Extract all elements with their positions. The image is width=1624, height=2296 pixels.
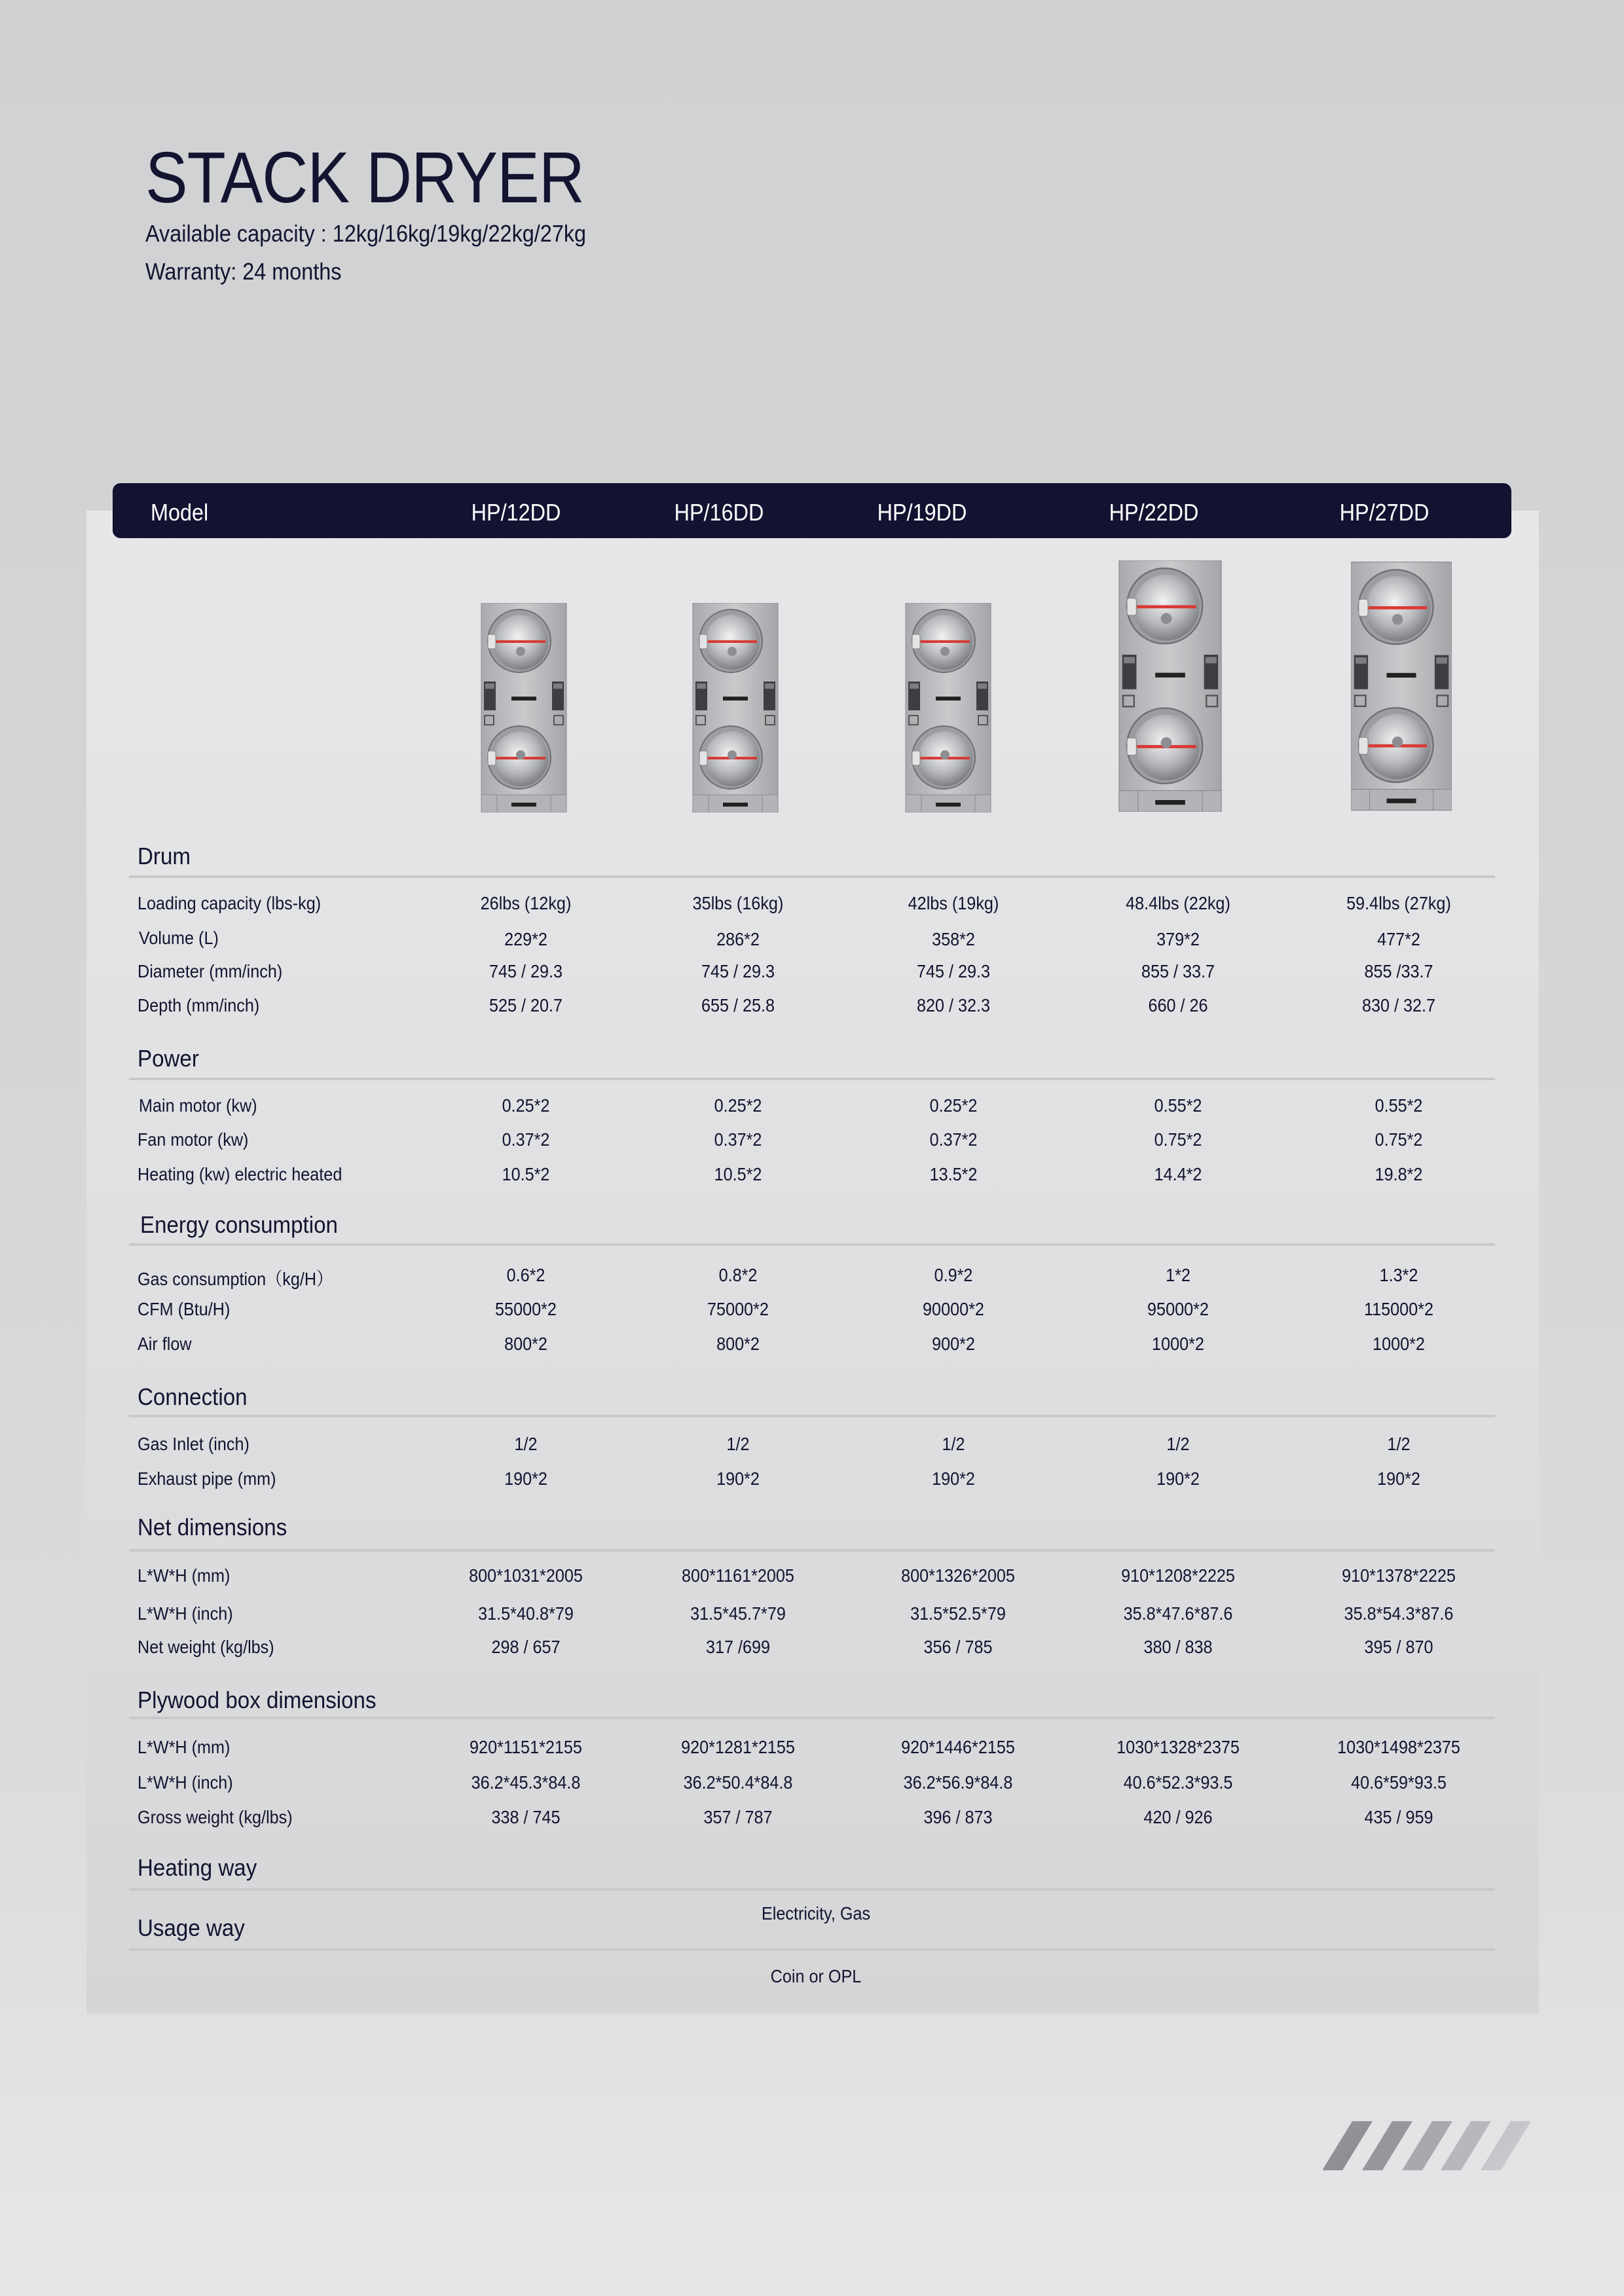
cell: 36.2*50.4*84.8	[683, 1772, 793, 1793]
cell: 800*1031*2005	[469, 1565, 583, 1586]
section-title-usage-way: Usage way	[138, 1914, 245, 1941]
cell: 42lbs (19kg)	[908, 893, 999, 913]
cell: 800*2	[504, 1334, 547, 1354]
cell: 1030*1498*2375	[1337, 1737, 1460, 1757]
section-title-plywood-box-dimensions: Plywood box dimensions	[138, 1686, 377, 1713]
cell: 525 / 20.7	[489, 995, 563, 1015]
row-label: L*W*H (mm)	[138, 1737, 231, 1757]
heating-way-value: Electricity, Gas	[761, 1903, 871, 1923]
cell: 820 / 32.3	[916, 995, 991, 1015]
cell: 745 / 29.3	[489, 961, 563, 981]
cell: 395 / 870	[1364, 1637, 1433, 1657]
cell: 35.8*54.3*87.6	[1344, 1603, 1454, 1624]
section-title-net-dimensions: Net dimensions	[138, 1514, 287, 1540]
section-title-connection: Connection	[138, 1383, 248, 1410]
cell: 800*1326*2005	[901, 1565, 1015, 1586]
cell: 745 / 29.3	[916, 961, 991, 981]
cell: 910*1378*2225	[1342, 1565, 1456, 1586]
cell: 830 / 32.7	[1361, 995, 1436, 1015]
row-label: CFM (Btu/H)	[138, 1299, 231, 1319]
cell: 396 / 873	[923, 1807, 993, 1827]
stack-dryer-image-hp-19dd	[905, 603, 991, 812]
cell: 660 / 26	[1148, 995, 1208, 1015]
cell: 26lbs (12kg)	[480, 893, 572, 913]
cell: 0.75*2	[1375, 1129, 1423, 1150]
stack-dryer-image-hp-16dd	[692, 603, 779, 812]
row-label: Depth (mm/inch)	[138, 995, 260, 1015]
cell: 0.55*2	[1375, 1095, 1423, 1116]
cell: 0.55*2	[1154, 1095, 1202, 1116]
row-label: L*W*H (inch)	[138, 1772, 233, 1793]
cell: 800*2	[716, 1334, 760, 1354]
cell: 920*1446*2155	[901, 1737, 1015, 1757]
stack-dryer-image-hp-22dd	[1118, 560, 1222, 812]
cell: 0.25*2	[502, 1095, 550, 1116]
page-title: STACK DRYER	[145, 137, 584, 218]
row-label: Main motor (kw)	[139, 1095, 257, 1116]
row-label: Gross weight (kg/lbs)	[138, 1807, 293, 1827]
stack-dryer-image-hp-27dd	[1351, 560, 1452, 812]
cell: 1/2	[514, 1434, 538, 1454]
cell: 10.5*2	[502, 1164, 550, 1184]
cell: 655 / 25.8	[701, 995, 775, 1015]
cell: 855 /33.7	[1364, 961, 1433, 981]
capacity-text: Available capacity : 12kg/16kg/19kg/22kg/27kg	[145, 220, 587, 247]
cell: 0.9*2	[934, 1265, 973, 1285]
cell: 1/2	[942, 1434, 965, 1454]
cell: 10.5*2	[714, 1164, 762, 1184]
cell: 35lbs (16kg)	[692, 893, 784, 913]
section-title-energy-consumption: Energy consumption	[140, 1211, 338, 1238]
cell: 1*2	[1166, 1265, 1190, 1285]
cell: 190*2	[1377, 1468, 1420, 1489]
row-label: Volume (L)	[139, 928, 219, 948]
cell: 420 / 926	[1143, 1807, 1213, 1827]
row-label: Gas Inlet (inch)	[138, 1434, 249, 1454]
model-hp-22dd: HP/22DD	[1109, 499, 1199, 526]
cell: 298 / 657	[491, 1637, 561, 1657]
cell: 1/2	[726, 1434, 750, 1454]
cell: 0.37*2	[502, 1129, 550, 1150]
cell: 477*2	[1377, 929, 1420, 949]
cell: 55000*2	[495, 1299, 557, 1319]
cell: 0.8*2	[718, 1265, 758, 1285]
diagonal-stripes-icon	[1323, 2121, 1539, 2174]
section-divider	[129, 1717, 1495, 1719]
section-divider	[129, 1549, 1495, 1552]
section-divider	[129, 1415, 1495, 1417]
cell: 1/2	[1166, 1434, 1190, 1454]
cell: 31.5*52.5*79	[910, 1603, 1006, 1624]
cell: 35.8*47.6*87.6	[1123, 1603, 1233, 1624]
row-label: Fan motor (kw)	[138, 1129, 249, 1150]
cell: 59.4lbs (27kg)	[1346, 893, 1451, 913]
model-hp-27dd: HP/27DD	[1339, 499, 1430, 526]
section-title-heating-way: Heating way	[138, 1854, 257, 1881]
cell: 900*2	[932, 1334, 975, 1354]
section-divider	[129, 875, 1495, 878]
section-divider	[129, 1078, 1495, 1080]
row-label: Loading capacity (lbs-kg)	[138, 893, 322, 913]
row-label: L*W*H (inch)	[138, 1603, 233, 1624]
cell: 0.75*2	[1154, 1129, 1202, 1150]
cell: 0.25*2	[714, 1095, 762, 1116]
cell: 229*2	[504, 929, 547, 949]
row-label: Exhaust pipe (mm)	[138, 1468, 276, 1489]
cell: 190*2	[932, 1468, 975, 1489]
section-title-power: Power	[138, 1045, 199, 1072]
row-label: Air flow	[138, 1334, 192, 1354]
cell: 745 / 29.3	[701, 961, 775, 981]
cell: 90000*2	[923, 1299, 984, 1319]
row-label: Diameter (mm/inch)	[138, 961, 283, 981]
cell: 190*2	[1156, 1468, 1200, 1489]
section-divider	[129, 1948, 1495, 1951]
cell: 48.4lbs (22kg)	[1126, 893, 1230, 913]
stack-dryer-image-hp-12dd	[481, 603, 567, 812]
cell: 358*2	[932, 929, 975, 949]
cell: 286*2	[716, 929, 760, 949]
cell: 317 /699	[705, 1637, 771, 1657]
row-label: Gas consumption（kg/H）	[138, 1269, 333, 1289]
cell: 31.5*40.8*79	[478, 1603, 574, 1624]
cell: 75000*2	[707, 1299, 769, 1319]
cell: 1.3*2	[1379, 1265, 1418, 1285]
cell: 920*1151*2155	[470, 1737, 582, 1757]
cell: 1000*2	[1152, 1334, 1204, 1354]
model-hp-16dd: HP/16DD	[674, 499, 764, 526]
cell: 0.37*2	[714, 1129, 762, 1150]
cell: 31.5*45.7*79	[690, 1603, 786, 1624]
warranty-text: Warranty: 24 months	[145, 258, 342, 285]
cell: 920*1281*2155	[681, 1737, 795, 1757]
row-label: Heating (kw) electric heated	[138, 1164, 342, 1184]
cell: 1030*1328*2375	[1116, 1737, 1240, 1757]
cell: 380 / 838	[1143, 1637, 1213, 1657]
cell: 19.8*2	[1375, 1164, 1423, 1184]
cell: 40.6*52.3*93.5	[1123, 1772, 1233, 1793]
cell: 1/2	[1387, 1434, 1411, 1454]
cell: 800*1161*2005	[682, 1565, 794, 1586]
cell: 95000*2	[1147, 1299, 1209, 1319]
cell: 14.4*2	[1154, 1164, 1202, 1184]
section-divider	[129, 1888, 1495, 1891]
cell: 910*1208*2225	[1121, 1565, 1235, 1586]
cell: 379*2	[1156, 929, 1200, 949]
table-header-bar	[113, 483, 1511, 538]
section-title-drum: Drum	[138, 843, 191, 869]
model-hp-19dd: HP/19DD	[877, 499, 967, 526]
cell: 435 / 959	[1364, 1807, 1433, 1827]
cell: 36.2*56.9*84.8	[903, 1772, 1013, 1793]
cell: 40.6*59*93.5	[1351, 1772, 1447, 1793]
model-hp-12dd: HP/12DD	[471, 499, 561, 526]
cell: 338 / 745	[491, 1807, 561, 1827]
cell: 0.37*2	[929, 1129, 978, 1150]
row-label: L*W*H (mm)	[138, 1565, 231, 1586]
cell: 357 / 787	[703, 1807, 773, 1827]
model-column-label: Model	[151, 499, 209, 526]
cell: 356 / 785	[923, 1637, 993, 1657]
cell: 0.6*2	[506, 1265, 545, 1285]
cell: 190*2	[716, 1468, 760, 1489]
cell: 1000*2	[1373, 1334, 1425, 1354]
section-divider	[129, 1243, 1495, 1246]
cell: 115000*2	[1363, 1299, 1434, 1319]
usage-way-value: Coin or OPL	[770, 1966, 862, 1986]
cell: 13.5*2	[929, 1164, 978, 1184]
row-label: Net weight (kg/lbs)	[138, 1637, 274, 1657]
cell: 36.2*45.3*84.8	[471, 1772, 581, 1793]
cell: 855 / 33.7	[1141, 961, 1215, 981]
cell: 0.25*2	[929, 1095, 978, 1116]
spec-table-panel	[86, 511, 1539, 2014]
cell: 190*2	[504, 1468, 547, 1489]
